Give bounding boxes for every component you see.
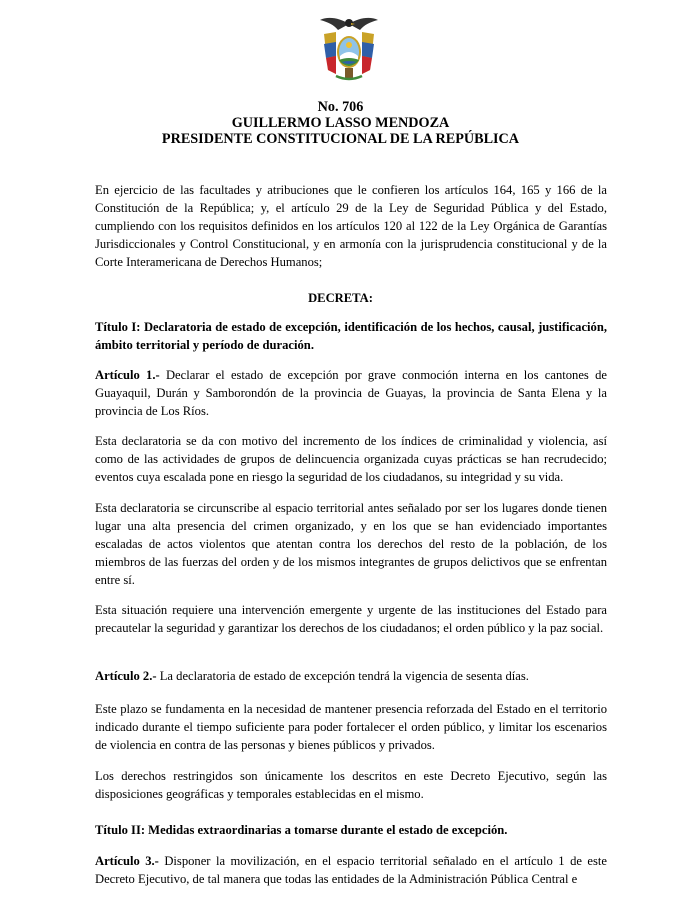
articulo-3-text: Disponer la movilización, en el espacio territorial señalado en el artículo 1 de este Decreto Ejecutivo, de tal manera que todas las entidades de la Administración Pública Central e (95, 854, 607, 886)
paragraph-criminalidad: Esta declaratoria se da con motivo del incremento de los índices de criminalidad y violencia, así como de las actividades de grupos de delincuencia organizada cuyas prácticas se han recrudecido; eventos cuya escalada pone en riesgo la seguridad de los ciudadanos, su integridad y su vida. (95, 434, 607, 484)
articulo-1-paragraph (95, 366, 607, 420)
coat-of-arms-icon (318, 14, 380, 84)
articulo-2-paragraph (95, 667, 607, 685)
articulo-1-text: Declarar el estado de excepción por grave conmoción interna en los cantones de Guayaquil, Durán y Samborondón de la provincia de Guayas, la provincia de Santa Elena y la provincia de Los Ríos. (95, 368, 607, 418)
paragraph-intervencion: Esta situación requiere una intervención emergente y urgente de las instituciones del Estado para precautelar la seguridad y garantizar los derechos de los ciudadanos; el orden público y la paz social. (95, 603, 607, 635)
articulo-2-text: La declaratoria de estado de excepción tendrá la vigencia de sesenta días. (156, 669, 529, 683)
paragraph-territorio: Esta declaratoria se circunscribe al espacio territorial antes señalado por ser los lugares donde tienen lugar una alta presencia del crimen organizado, y en los que se han evidenciado importantes escaladas de actos violentos que atentan contra los derechos del resto de la población, de los miembros de las fuerzas del orden y de los mismos integrantes de grupos delictivos que se enfrentan entre sí. (95, 501, 607, 587)
articulo-1-label: Artículo 1.- (95, 368, 160, 382)
articulo-3-label: Artículo 3.- (95, 854, 159, 868)
articulo-3-paragraph (95, 852, 607, 888)
preamble-paragraph: En ejercicio de las facultades y atribuciones que le confieren los artículos 164, 165 y 166 de la Constitución de la República; y, el artículo 29 de la Ley de Seguridad Pública y del Estado, cumpliendo con los requisitos definidos en los artículos 120 al 122 de la Ley Orgánica de Garantías Jurisdiccionales y Control Constitucional, y en armonía con la jurisprudencia constitucional y de la Corte Interamericana de Derechos Humanos; (95, 183, 607, 269)
president-name: GUILLERMO LASSO MENDOZA (231, 115, 450, 131)
paragraph-derechos: Los derechos restringidos son únicamente los descritos en este Decreto Ejecutivo, según las disposiciones geográficas y temporales establecidas en el mismo. (95, 769, 607, 801)
paragraph-plazo: Este plazo se fundamenta en la necesidad de mantener presencia reforzada del Estado en el territorio indicado durante el tiempo suficiente para poder fortalecer el orden público, y limitar los escenarios de violencia en contra de las personas y bienes públicos y privados. (95, 702, 607, 752)
president-office: PRESIDENTE CONSTITUCIONAL DE LA REPÚBLICA (161, 131, 520, 147)
articulo-2-label: Artículo 2.- (95, 669, 157, 683)
titulo-1-heading: Título I: Declaratoria de estado de excepción, identificación de los hechos, causal, justificación, ámbito territorial y período de duración. (95, 320, 607, 352)
titulo-2-heading: Título II: Medidas extraordinarias a tomarse durante el estado de excepción. (95, 823, 508, 837)
decreta-heading: DECRETA: (308, 291, 373, 305)
decree-number: No. 706 (317, 99, 364, 115)
